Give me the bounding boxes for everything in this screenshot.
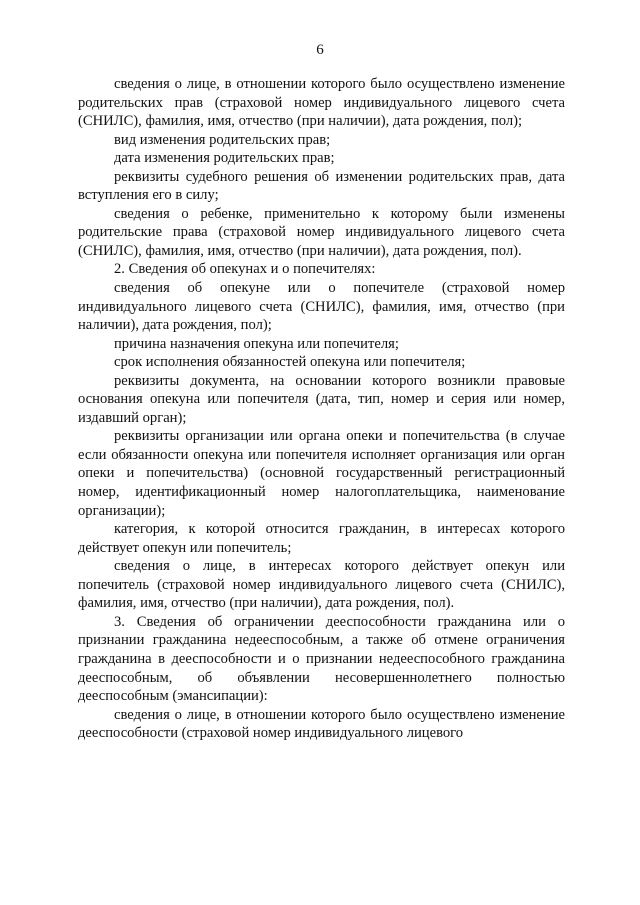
- paragraph: реквизиты документа, на основании которого возникли правовые основания опекуна или попечителя (дата, тип, номер и серия или номер, издавший орган);: [78, 372, 565, 426]
- paragraph: сведения об опекуне или о попечителе (страховой номер индивидуального лицевого счета (СНИЛС), фамилия, имя, отчество (при наличии), дата рождения, пол);: [78, 280, 565, 334]
- paragraph: сведения о лице, в отношении которого было осуществлено изменение родительских прав (страховой номер индивидуального лицевого счета (СНИЛС), фамилия, имя, отчество (при наличии), дата рождения, пол);: [78, 76, 565, 130]
- paragraph: сведения о лице, в отношении которого было осуществлено изменение дееспособности (страховой номер индивидуального лицевого: [78, 706, 565, 742]
- page-number: 6: [316, 42, 324, 58]
- section-heading: 2. Сведения об опекунах и о попечителях:: [114, 261, 376, 278]
- paragraph: дата изменения родительских прав;: [114, 150, 335, 167]
- paragraph: причина назначения опекуна или попечителя;: [114, 335, 399, 352]
- paragraph: срок исполнения обязанностей опекуна или попечителя;: [114, 354, 466, 371]
- paragraph: реквизиты судебного решения об изменении родительских прав, дата вступления его в силу;: [78, 168, 565, 204]
- section-heading: 3. Сведения об ограничении дееспособности гражданина или о признании гражданина недееспособным, а также об отмене ограничения гражданина в дееспособности и о признании недееспособного гражданина дееспособным, об объявлении несовершеннолетнего полностью дееспособным (эмансипации):: [78, 613, 565, 705]
- paragraph: категория, к которой относится гражданин, в интересах которого действует опекун или попечитель;: [78, 521, 565, 556]
- paragraph: сведения о ребенке, применительно к которому были изменены родительские права (страховой номер индивидуального лицевого счета (СНИЛС), фамилия, имя, отчество (при наличии), дата рождения, пол).: [78, 205, 565, 259]
- paragraph: сведения о лице, в интересах которого действует опекун или попечитель (страховой номер индивидуального лицевого счета (СНИЛС), фамилия, имя, отчество (при наличии), дата рождения, пол).: [78, 558, 565, 612]
- paragraph: вид изменения родительских прав;: [114, 131, 331, 148]
- paragraph: реквизиты организации или органа опеки и попечительства (в случае если обязанности опекуна или попечителя исполняет организация или орган опеки и попечительства) (основной государственный регистрационный номер, идентификационный номер налогоплательщика, наименование организации);: [78, 428, 565, 519]
- document-body: [78, 75, 565, 743]
